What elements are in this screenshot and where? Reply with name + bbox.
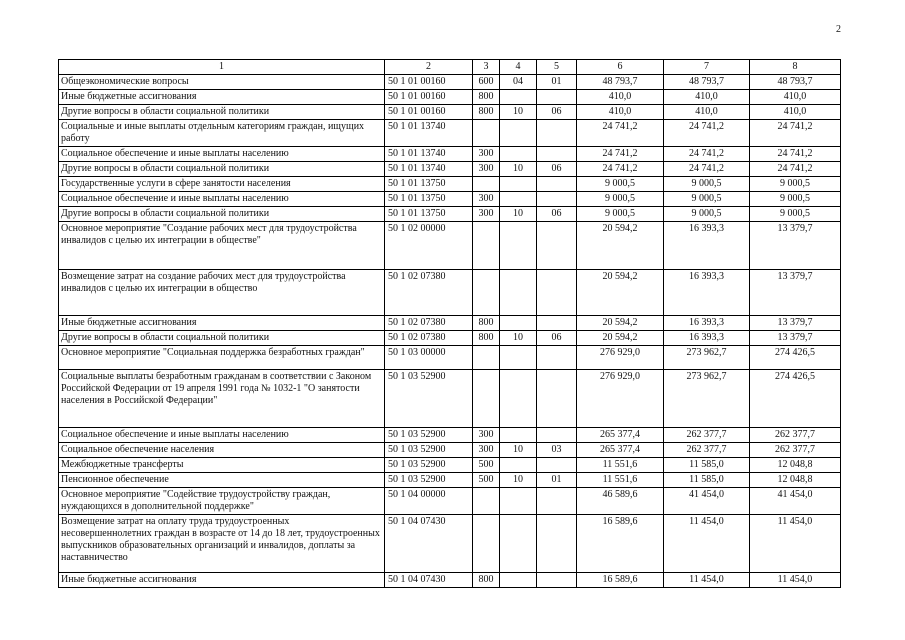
- row-col5-cell: [537, 515, 577, 573]
- row-col5-cell: [537, 370, 577, 428]
- row-value6-cell: 20 594,2: [577, 331, 664, 346]
- row-col3-cell: 300: [473, 443, 500, 458]
- table-row: [59, 192, 841, 207]
- row-col5-cell: [537, 428, 577, 443]
- row-col3-cell: [473, 120, 500, 147]
- row-value6-cell: 276 929,0: [577, 346, 664, 370]
- row-name-cell: Возмещение затрат на создание рабочих мест для трудоустройства инвалидов с целью их интеграции в общество: [59, 270, 385, 316]
- row-value7-cell: 16 393,3: [664, 316, 750, 331]
- table-row: [59, 428, 841, 443]
- row-col3-cell: 600: [473, 75, 500, 90]
- row-col3-cell: 800: [473, 90, 500, 105]
- row-value8-cell: 13 379,7: [750, 316, 841, 331]
- column-header-2: 2: [385, 60, 473, 75]
- column-header-6: 6: [577, 60, 664, 75]
- row-value7-cell: 16 393,3: [664, 222, 750, 270]
- row-code-cell: 50 1 04 07430: [385, 573, 473, 588]
- row-col3-cell: 300: [473, 162, 500, 177]
- row-col4-cell: 10: [500, 443, 537, 458]
- row-col4-cell: [500, 177, 537, 192]
- row-col4-cell: [500, 90, 537, 105]
- row-value7-cell: 273 962,7: [664, 370, 750, 428]
- row-col4-cell: [500, 573, 537, 588]
- row-value6-cell: 11 551,6: [577, 473, 664, 488]
- row-value7-cell: 48 793,7: [664, 75, 750, 90]
- table-row: [59, 370, 841, 428]
- row-col5-cell: [537, 270, 577, 316]
- row-code-cell: 50 1 01 13750: [385, 177, 473, 192]
- row-value6-cell: 9 000,5: [577, 207, 664, 222]
- row-value6-cell: 265 377,4: [577, 428, 664, 443]
- row-col5-cell: [537, 222, 577, 270]
- row-value8-cell: 24 741,2: [750, 162, 841, 177]
- row-col5-cell: [537, 147, 577, 162]
- row-col5-cell: 06: [537, 162, 577, 177]
- row-value6-cell: 16 589,6: [577, 515, 664, 573]
- row-name-cell: Общеэкономические вопросы: [59, 75, 385, 90]
- row-value8-cell: 410,0: [750, 90, 841, 105]
- row-value6-cell: 16 589,6: [577, 573, 664, 588]
- row-value8-cell: 9 000,5: [750, 177, 841, 192]
- row-col3-cell: 300: [473, 192, 500, 207]
- row-name-cell: Социальное обеспечение и иные выплаты населению: [59, 147, 385, 162]
- row-value7-cell: 16 393,3: [664, 270, 750, 316]
- row-col3-cell: 800: [473, 316, 500, 331]
- row-code-cell: 50 1 01 13750: [385, 207, 473, 222]
- row-value6-cell: 46 589,6: [577, 488, 664, 515]
- row-col4-cell: [500, 270, 537, 316]
- table-row: [59, 316, 841, 331]
- row-value7-cell: 24 741,2: [664, 162, 750, 177]
- row-col3-cell: 300: [473, 207, 500, 222]
- table-row: [59, 105, 841, 120]
- row-value7-cell: 24 741,2: [664, 147, 750, 162]
- row-value6-cell: 410,0: [577, 90, 664, 105]
- row-col3-cell: [473, 222, 500, 270]
- row-col5-cell: [537, 573, 577, 588]
- column-header-1: 1: [59, 60, 385, 75]
- row-value8-cell: 24 741,2: [750, 120, 841, 147]
- row-value6-cell: 11 551,6: [577, 458, 664, 473]
- row-col5-cell: 06: [537, 207, 577, 222]
- row-code-cell: 50 1 03 52900: [385, 473, 473, 488]
- row-col4-cell: 10: [500, 162, 537, 177]
- row-name-cell: Другие вопросы в области социальной политики: [59, 207, 385, 222]
- row-code-cell: 50 1 02 07380: [385, 331, 473, 346]
- table-row: [59, 222, 841, 270]
- row-code-cell: 50 1 01 13740: [385, 120, 473, 147]
- column-header-3: 3: [473, 60, 500, 75]
- row-name-cell: Пенсионное обеспечение: [59, 473, 385, 488]
- row-col4-cell: [500, 370, 537, 428]
- row-col3-cell: 500: [473, 458, 500, 473]
- row-value8-cell: 13 379,7: [750, 270, 841, 316]
- row-col4-cell: 10: [500, 331, 537, 346]
- row-value7-cell: 262 377,7: [664, 428, 750, 443]
- row-value8-cell: 48 793,7: [750, 75, 841, 90]
- row-col5-cell: [537, 316, 577, 331]
- row-value7-cell: 11 454,0: [664, 573, 750, 588]
- row-name-cell: Возмещение затрат на оплату труда трудоустроенных несовершеннолетних граждан в возрасте от 14 до 18 лет, трудоустроенных выпускников образовательных организаций и инвалидов, доплаты за наставничество: [59, 515, 385, 573]
- row-name-cell: Другие вопросы в области социальной политики: [59, 162, 385, 177]
- row-col5-cell: 01: [537, 473, 577, 488]
- page-number: 2: [836, 24, 841, 35]
- row-value8-cell: 9 000,5: [750, 207, 841, 222]
- table-header-row: [59, 60, 841, 75]
- row-name-cell: Иные бюджетные ассигнования: [59, 316, 385, 331]
- row-code-cell: 50 1 01 00160: [385, 90, 473, 105]
- row-col3-cell: 500: [473, 473, 500, 488]
- table-row: [59, 515, 841, 573]
- table-row: [59, 162, 841, 177]
- row-value7-cell: 410,0: [664, 90, 750, 105]
- row-value7-cell: 9 000,5: [664, 207, 750, 222]
- row-col5-cell: [537, 488, 577, 515]
- table-row: [59, 473, 841, 488]
- row-value6-cell: 265 377,4: [577, 443, 664, 458]
- table-row: [59, 488, 841, 515]
- row-col5-cell: [537, 90, 577, 105]
- row-value7-cell: 16 393,3: [664, 331, 750, 346]
- row-col5-cell: 01: [537, 75, 577, 90]
- row-name-cell: Межбюджетные трансферты: [59, 458, 385, 473]
- row-code-cell: 50 1 03 52900: [385, 458, 473, 473]
- row-value7-cell: 24 741,2: [664, 120, 750, 147]
- row-code-cell: 50 1 04 00000: [385, 488, 473, 515]
- table-row: [59, 207, 841, 222]
- row-value6-cell: 48 793,7: [577, 75, 664, 90]
- row-col4-cell: 10: [500, 207, 537, 222]
- row-value8-cell: 11 454,0: [750, 515, 841, 573]
- row-col4-cell: [500, 428, 537, 443]
- row-value6-cell: 20 594,2: [577, 316, 664, 331]
- row-col3-cell: [473, 515, 500, 573]
- row-col5-cell: 03: [537, 443, 577, 458]
- row-value7-cell: 9 000,5: [664, 192, 750, 207]
- row-name-cell: Основное мероприятие "Содействие трудоустройству граждан, нуждающихся в дополнительной поддержке": [59, 488, 385, 515]
- row-value8-cell: 262 377,7: [750, 428, 841, 443]
- row-col4-cell: [500, 346, 537, 370]
- table-row: [59, 90, 841, 105]
- row-col4-cell: [500, 458, 537, 473]
- row-name-cell: Социальные выплаты безработным гражданам в соответствии с Законом Российской Федерации от 19 апреля 1991 года № 1032-1 "О занятости населения в Российской Федерации": [59, 370, 385, 428]
- table-row: [59, 443, 841, 458]
- row-code-cell: 50 1 01 00160: [385, 75, 473, 90]
- row-value8-cell: 410,0: [750, 105, 841, 120]
- row-value7-cell: 11 454,0: [664, 515, 750, 573]
- row-col4-cell: [500, 192, 537, 207]
- row-value8-cell: 9 000,5: [750, 192, 841, 207]
- row-col4-cell: [500, 120, 537, 147]
- row-value8-cell: 13 379,7: [750, 331, 841, 346]
- row-value7-cell: 11 585,0: [664, 458, 750, 473]
- row-col3-cell: [473, 177, 500, 192]
- row-code-cell: 50 1 03 52900: [385, 370, 473, 428]
- column-header-5: 5: [537, 60, 577, 75]
- table-row: [59, 458, 841, 473]
- row-col5-cell: [537, 177, 577, 192]
- budget-table: [58, 59, 841, 588]
- row-col5-cell: [537, 120, 577, 147]
- row-col3-cell: [473, 270, 500, 316]
- row-code-cell: 50 1 01 00160: [385, 105, 473, 120]
- row-name-cell: Государственные услуги в сфере занятости населения: [59, 177, 385, 192]
- row-code-cell: 50 1 01 13750: [385, 192, 473, 207]
- column-header-7: 7: [664, 60, 750, 75]
- row-code-cell: 50 1 03 00000: [385, 346, 473, 370]
- row-value8-cell: 11 454,0: [750, 573, 841, 588]
- row-col4-cell: 10: [500, 473, 537, 488]
- row-code-cell: 50 1 04 07430: [385, 515, 473, 573]
- row-code-cell: 50 1 02 00000: [385, 222, 473, 270]
- row-col5-cell: 06: [537, 105, 577, 120]
- row-value6-cell: 9 000,5: [577, 177, 664, 192]
- row-col3-cell: 800: [473, 573, 500, 588]
- row-col3-cell: 300: [473, 147, 500, 162]
- row-value8-cell: 41 454,0: [750, 488, 841, 515]
- row-col4-cell: [500, 147, 537, 162]
- row-col3-cell: 800: [473, 331, 500, 346]
- row-col4-cell: [500, 222, 537, 270]
- row-col5-cell: [537, 346, 577, 370]
- row-col5-cell: 06: [537, 331, 577, 346]
- row-name-cell: Социальное обеспечение населения: [59, 443, 385, 458]
- row-col4-cell: 04: [500, 75, 537, 90]
- row-name-cell: Социальные и иные выплаты отдельным категориям граждан, ищущих работу: [59, 120, 385, 147]
- row-code-cell: 50 1 01 13740: [385, 147, 473, 162]
- row-value6-cell: 24 741,2: [577, 162, 664, 177]
- row-name-cell: Основное мероприятие "Создание рабочих мест для трудоустройства инвалидов с целью их интеграции в обществе": [59, 222, 385, 270]
- table-row: [59, 346, 841, 370]
- row-value8-cell: 12 048,8: [750, 473, 841, 488]
- row-value6-cell: 9 000,5: [577, 192, 664, 207]
- row-value8-cell: 24 741,2: [750, 147, 841, 162]
- table-row: [59, 573, 841, 588]
- row-name-cell: Другие вопросы в области социальной политики: [59, 105, 385, 120]
- row-col5-cell: [537, 192, 577, 207]
- row-code-cell: 50 1 01 13740: [385, 162, 473, 177]
- row-name-cell: Основное мероприятие "Социальная поддержка безработных граждан": [59, 346, 385, 370]
- row-value8-cell: 262 377,7: [750, 443, 841, 458]
- row-col4-cell: [500, 316, 537, 331]
- row-code-cell: 50 1 02 07380: [385, 316, 473, 331]
- row-value7-cell: 410,0: [664, 105, 750, 120]
- row-name-cell: Социальное обеспечение и иные выплаты населению: [59, 428, 385, 443]
- column-header-8: 8: [750, 60, 841, 75]
- row-value8-cell: 12 048,8: [750, 458, 841, 473]
- row-value8-cell: 274 426,5: [750, 370, 841, 428]
- row-col3-cell: 800: [473, 105, 500, 120]
- row-value8-cell: 274 426,5: [750, 346, 841, 370]
- row-value6-cell: 20 594,2: [577, 222, 664, 270]
- table-row: [59, 147, 841, 162]
- column-header-4: 4: [500, 60, 537, 75]
- row-value7-cell: 262 377,7: [664, 443, 750, 458]
- row-code-cell: 50 1 03 52900: [385, 428, 473, 443]
- row-col4-cell: [500, 515, 537, 573]
- table-row: [59, 120, 841, 147]
- table-row: [59, 177, 841, 192]
- table-row: [59, 331, 841, 346]
- row-value7-cell: 11 585,0: [664, 473, 750, 488]
- row-col3-cell: [473, 488, 500, 515]
- row-col3-cell: 300: [473, 428, 500, 443]
- row-code-cell: 50 1 02 07380: [385, 270, 473, 316]
- row-name-cell: Другие вопросы в области социальной политики: [59, 331, 385, 346]
- row-value8-cell: 13 379,7: [750, 222, 841, 270]
- row-value6-cell: 24 741,2: [577, 147, 664, 162]
- row-col3-cell: [473, 346, 500, 370]
- row-name-cell: Иные бюджетные ассигнования: [59, 573, 385, 588]
- row-value7-cell: 273 962,7: [664, 346, 750, 370]
- row-value6-cell: 20 594,2: [577, 270, 664, 316]
- row-col4-cell: 10: [500, 105, 537, 120]
- row-value6-cell: 410,0: [577, 105, 664, 120]
- row-col4-cell: [500, 488, 537, 515]
- row-code-cell: 50 1 03 52900: [385, 443, 473, 458]
- row-value7-cell: 9 000,5: [664, 177, 750, 192]
- row-value6-cell: 24 741,2: [577, 120, 664, 147]
- table-row: [59, 75, 841, 90]
- row-col3-cell: [473, 370, 500, 428]
- table-row: [59, 270, 841, 316]
- row-value6-cell: 276 929,0: [577, 370, 664, 428]
- row-name-cell: Иные бюджетные ассигнования: [59, 90, 385, 105]
- row-value7-cell: 41 454,0: [664, 488, 750, 515]
- row-col5-cell: [537, 458, 577, 473]
- row-name-cell: Социальное обеспечение и иные выплаты населению: [59, 192, 385, 207]
